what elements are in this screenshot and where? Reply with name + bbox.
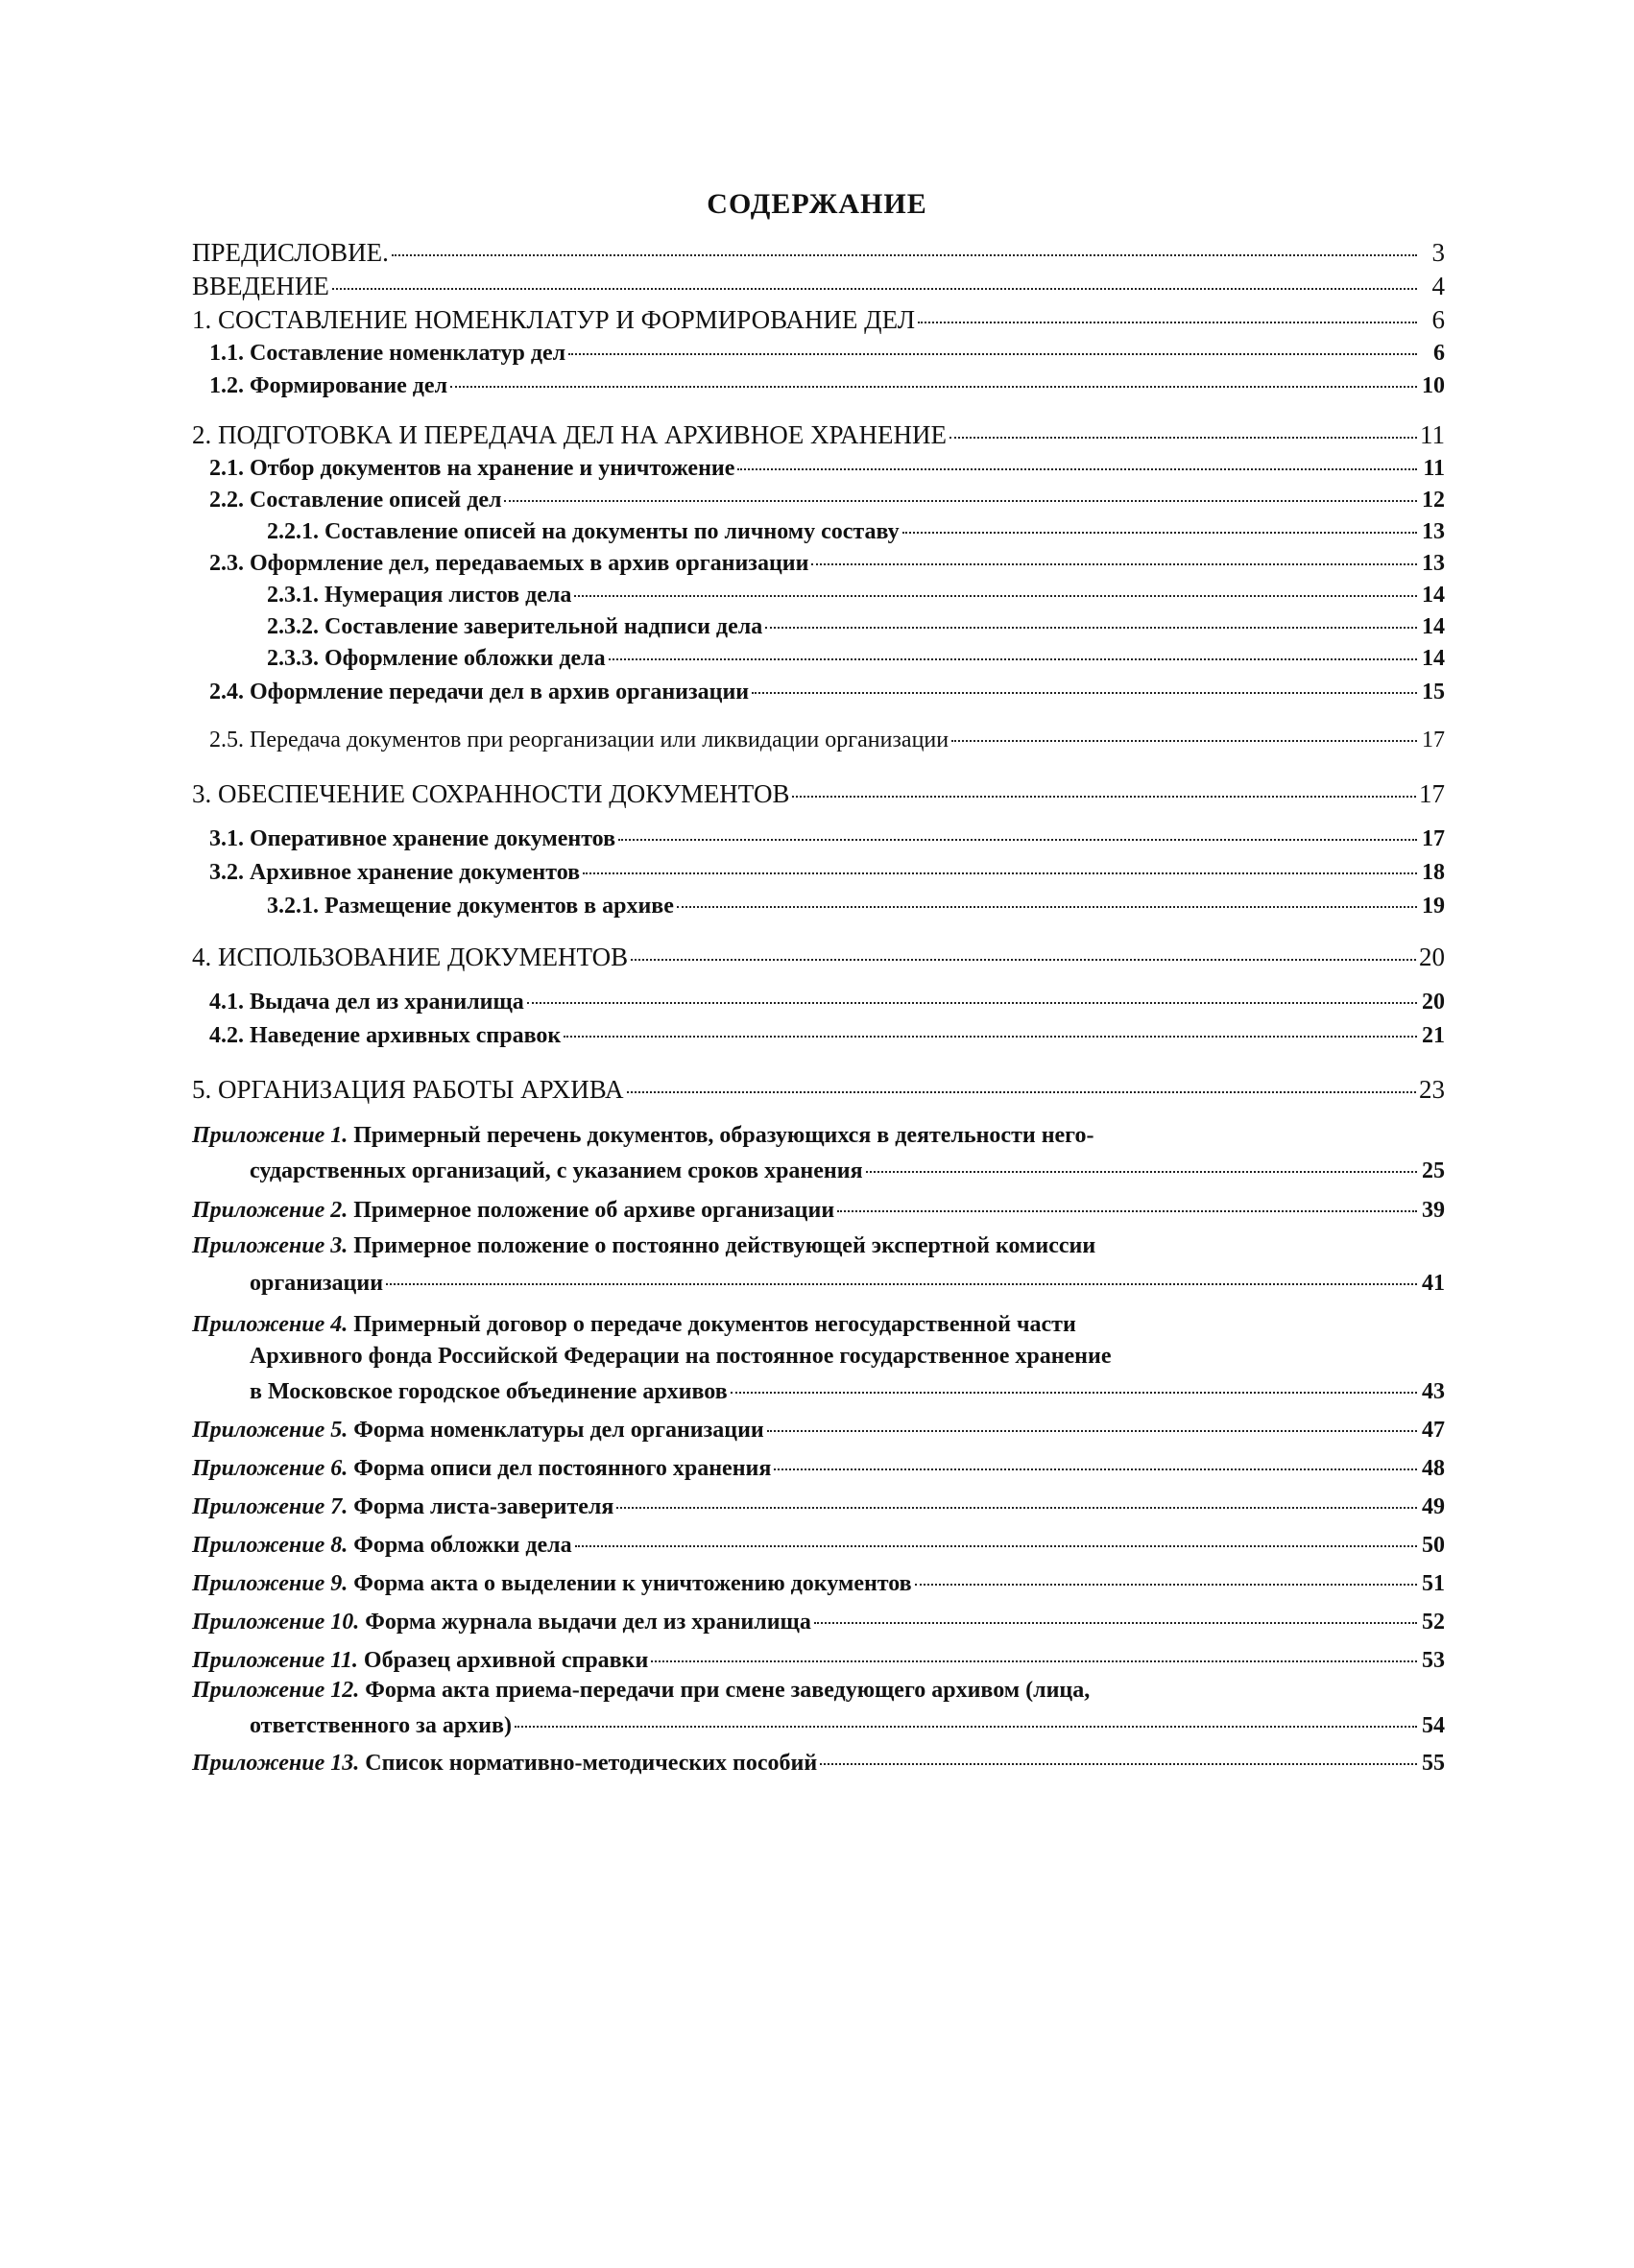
toc-entry: 2. ПОДГОТОВКА И ПЕРЕДАЧА ДЕЛ НА АРХИВНОЕ ХРАНЕНИЕ 11 [192, 418, 1445, 450]
toc-entry: 4.1. Выдача дел из хранилища 20 [192, 986, 1445, 1015]
toc-entry: 2.2. Составление описей дел 12 [192, 484, 1445, 513]
toc-entry: 3.2.1. Размещение документов в архиве 19 [192, 890, 1445, 919]
appendix-entry-continued: Архивного фонда Российской Федерации на постоянное государственное хранение [250, 1344, 1112, 1369]
appendix-entry: Приложение 1. Примерный перечень документов, образующихся в деятельности него- [192, 1123, 1094, 1148]
toc-entry: 3.1. Оперативное хранение документов 17 [192, 823, 1445, 852]
toc-entry: 2.3.1. Нумерация листов дела 14 [192, 579, 1445, 609]
toc-entry: ВВЕДЕНИЕ 4 [192, 270, 1445, 301]
appendix-entry: Приложение 3. Примерное положение о постоянно действующей экспертной комиссии [192, 1233, 1096, 1258]
appendix-entry: Приложение 6. Форма описи дел постоянного хранения 48 [192, 1452, 1445, 1482]
appendix-entry: Приложение 9. Форма акта о выделении к уничтожению документов 51 [192, 1567, 1445, 1597]
appendix-entry: Приложение 13. Список нормативно-методических пособий 55 [192, 1747, 1445, 1777]
toc-entry: 4.2. Наведение архивных справок 21 [192, 1019, 1445, 1049]
toc-entry: 5. ОРГАНИЗАЦИЯ РАБОТЫ АРХИВА 23 [192, 1073, 1445, 1105]
appendix-entry: Приложение 5. Форма номенклатуры дел организации 47 [192, 1414, 1445, 1444]
appendix-entry: Приложение 7. Форма листа-заверителя 49 [192, 1491, 1445, 1520]
toc-entry: 2.1. Отбор документов на хранение и уничтожение 11 [192, 452, 1445, 482]
toc-entry: 2.3.2. Составление заверительной надписи дела 14 [192, 610, 1445, 640]
appendix-entry: Приложение 10. Форма журнала выдачи дел из хранилища 52 [192, 1606, 1445, 1635]
appendix-entry: Приложение 8. Форма обложки дела 50 [192, 1529, 1445, 1559]
appendix-entry-continued: ответственного за архив) 54 [192, 1709, 1445, 1739]
appendix-entry: Приложение 12. Форма акта приема-передачи при смене заведующего архивом (лица, [192, 1678, 1091, 1703]
appendix-entry: Приложение 4. Примерный договор о передаче документов негосударственной части [192, 1312, 1076, 1337]
toc-entry: 3. ОБЕСПЕЧЕНИЕ СОХРАННОСТИ ДОКУМЕНТОВ 17 [192, 777, 1445, 809]
toc-entry: 2.4. Оформление передачи дел в архив организации 15 [192, 676, 1445, 705]
appendix-entry-continued: организации 41 [192, 1267, 1445, 1297]
toc-entry: 1.1. Составление номенклатур дел 6 [192, 337, 1445, 367]
toc-entry: 3.2. Архивное хранение документов 18 [192, 856, 1445, 886]
toc-entry: 2.5. Передача документов при реорганизации или ликвидации организации 17 [192, 724, 1445, 753]
toc-entry: 2.3. Оформление дел, передаваемых в архив организации 13 [192, 547, 1445, 577]
toc-entry: 2.2.1. Составление описей на документы по личному составу 13 [192, 515, 1445, 545]
appendix-entry: Приложение 11. Образец архивной справки 53 [192, 1644, 1445, 1674]
toc-entry: 4. ИСПОЛЬЗОВАНИЕ ДОКУМЕНТОВ 20 [192, 941, 1445, 972]
toc-entry: ПРЕДИСЛОВИЕ. 3 [192, 236, 1445, 268]
toc-entry: 1.2. Формирование дел 10 [192, 370, 1445, 399]
toc-entry: 1. СОСТАВЛЕНИЕ НОМЕНКЛАТУР И ФОРМИРОВАНИЕ ДЕЛ 6 [192, 303, 1445, 335]
page-title: СОДЕРЖАНИЕ [707, 188, 927, 220]
appendix-entry-continued: сударственных организаций, с указанием сроков хранения 25 [192, 1155, 1445, 1184]
toc-entry: 2.3.3. Оформление обложки дела 14 [192, 642, 1445, 672]
appendix-entry: Приложение 2. Примерное положение об архиве организации 39 [192, 1194, 1445, 1224]
appendix-entry-continued: в Московское городское объединение архивов 43 [192, 1375, 1445, 1405]
